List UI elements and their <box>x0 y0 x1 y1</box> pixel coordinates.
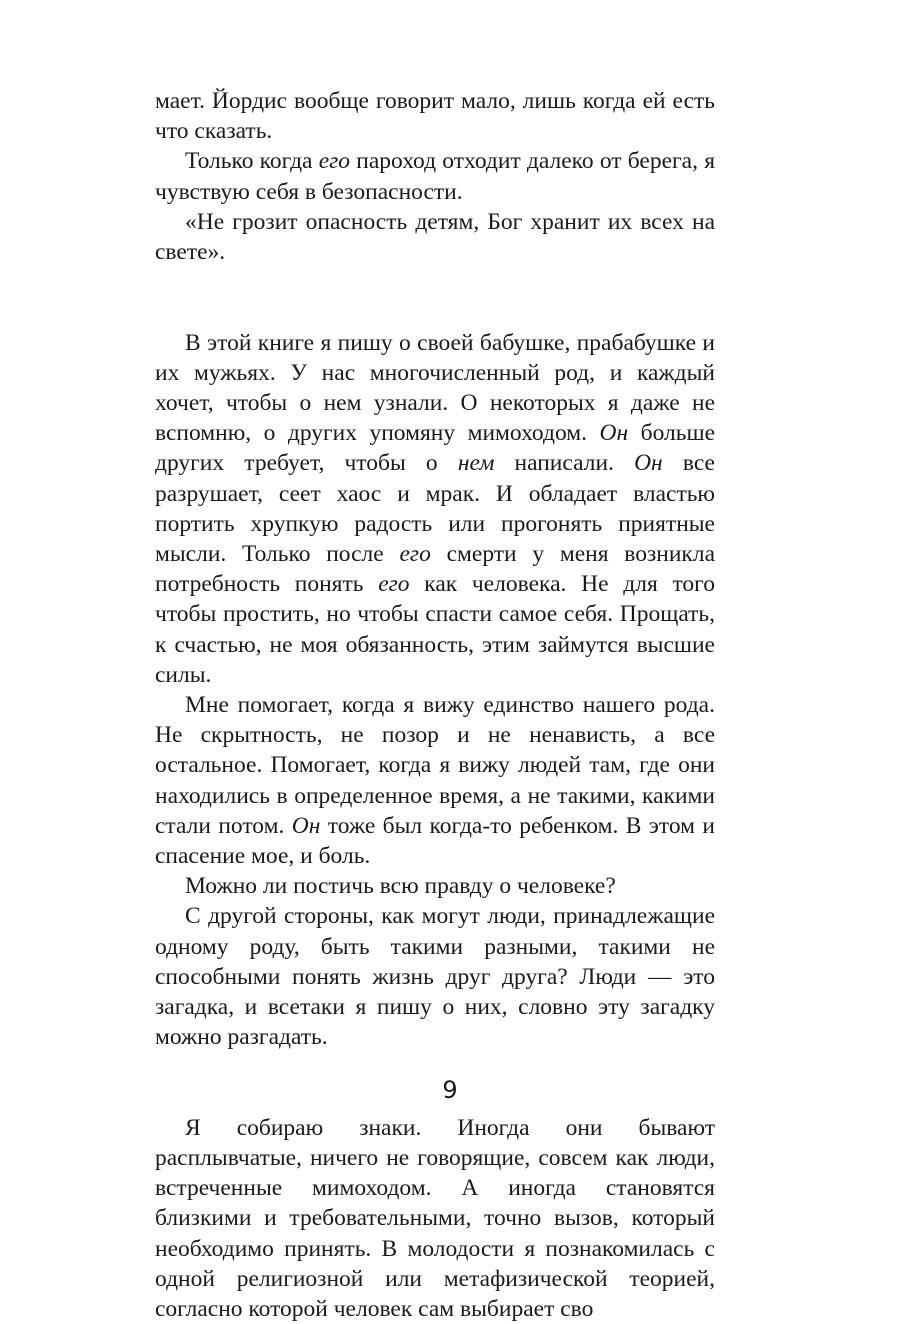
emphasis-pronoun: его <box>378 571 410 598</box>
paragraph: Только когда его пароход отходит далеко от берега, я чувствую себя в безопасности. <box>155 148 715 205</box>
emphasis-pronoun: его <box>399 541 431 568</box>
emphasis-pronoun: его <box>318 148 351 175</box>
emphasis-pronoun: нем <box>457 450 495 477</box>
paragraph-quote: «Не грозит опасность детям, Бог хранит их всех на свете». <box>155 208 715 266</box>
section-break <box>155 267 715 327</box>
paragraph: С другой стороны, как могут люди, принадлежащие одному роду, быть такими разными, такими не способными понять жизнь друг друга? Люди — это загадка, и всетаки я пишу о них, словно эту загадку можно разгадать. <box>155 903 715 1051</box>
paragraph: Мне помогает, когда я вижу единство нашего рода. Не скрытность, не позор и не ненависть, а все остальное. Помогает, когда я вижу людей там, где они находились в определенное время, а не такими, какими стали потом. Он тоже был когда-то ребенком. В этом и спасение мое, и боль. <box>155 692 715 870</box>
emphasis-pronoun: Он <box>291 812 321 839</box>
emphasis-pronoun: Он <box>599 420 629 447</box>
paragraph: Я собираю знаки. Иногда они бывают расплывчатые, ничего не говорящие, совсем как люди, встреченные мимоходом. А иногда становятся близкими и требовательными, точно вызов, который необходимо принять. В молодости я познакомилась с одной религиозной или метафизической теорией, согласно которой человек сам выбирает сво <box>155 1114 715 1323</box>
paragraph: В этой книге я пишу о своей бабушке, прабабушке и их мужьях. У нас многочисленный род, и каждый хочет, чтобы о нем узнали. О некоторых я даже не вспомню, о других упомяну мимоходом. Он больше других требует, чтобы о нем написали. Он все разрушает, сеет хаос и мрак. И обладает властью портить хрупкую радость или прогонять приятные мысли. Только после его смерти у меня возникла потребность понять его как человека. Не для того чтобы простить, но чтобы спасти самое себя. Прощать, к счастью, не моя обязанность, этим займутся высшие силы. <box>155 329 716 688</box>
paragraph-text: мает. Йордис вообще говорит мало, лишь когда ей есть что сказать. <box>155 88 715 145</box>
text-body <box>155 86 715 1324</box>
page-number: 9 <box>442 1076 458 1104</box>
emphasis-pronoun: Он <box>634 450 663 477</box>
paragraph: Можно ли постичь всю правду о человеке? <box>185 873 616 900</box>
paragraph-continuation <box>155 86 715 146</box>
